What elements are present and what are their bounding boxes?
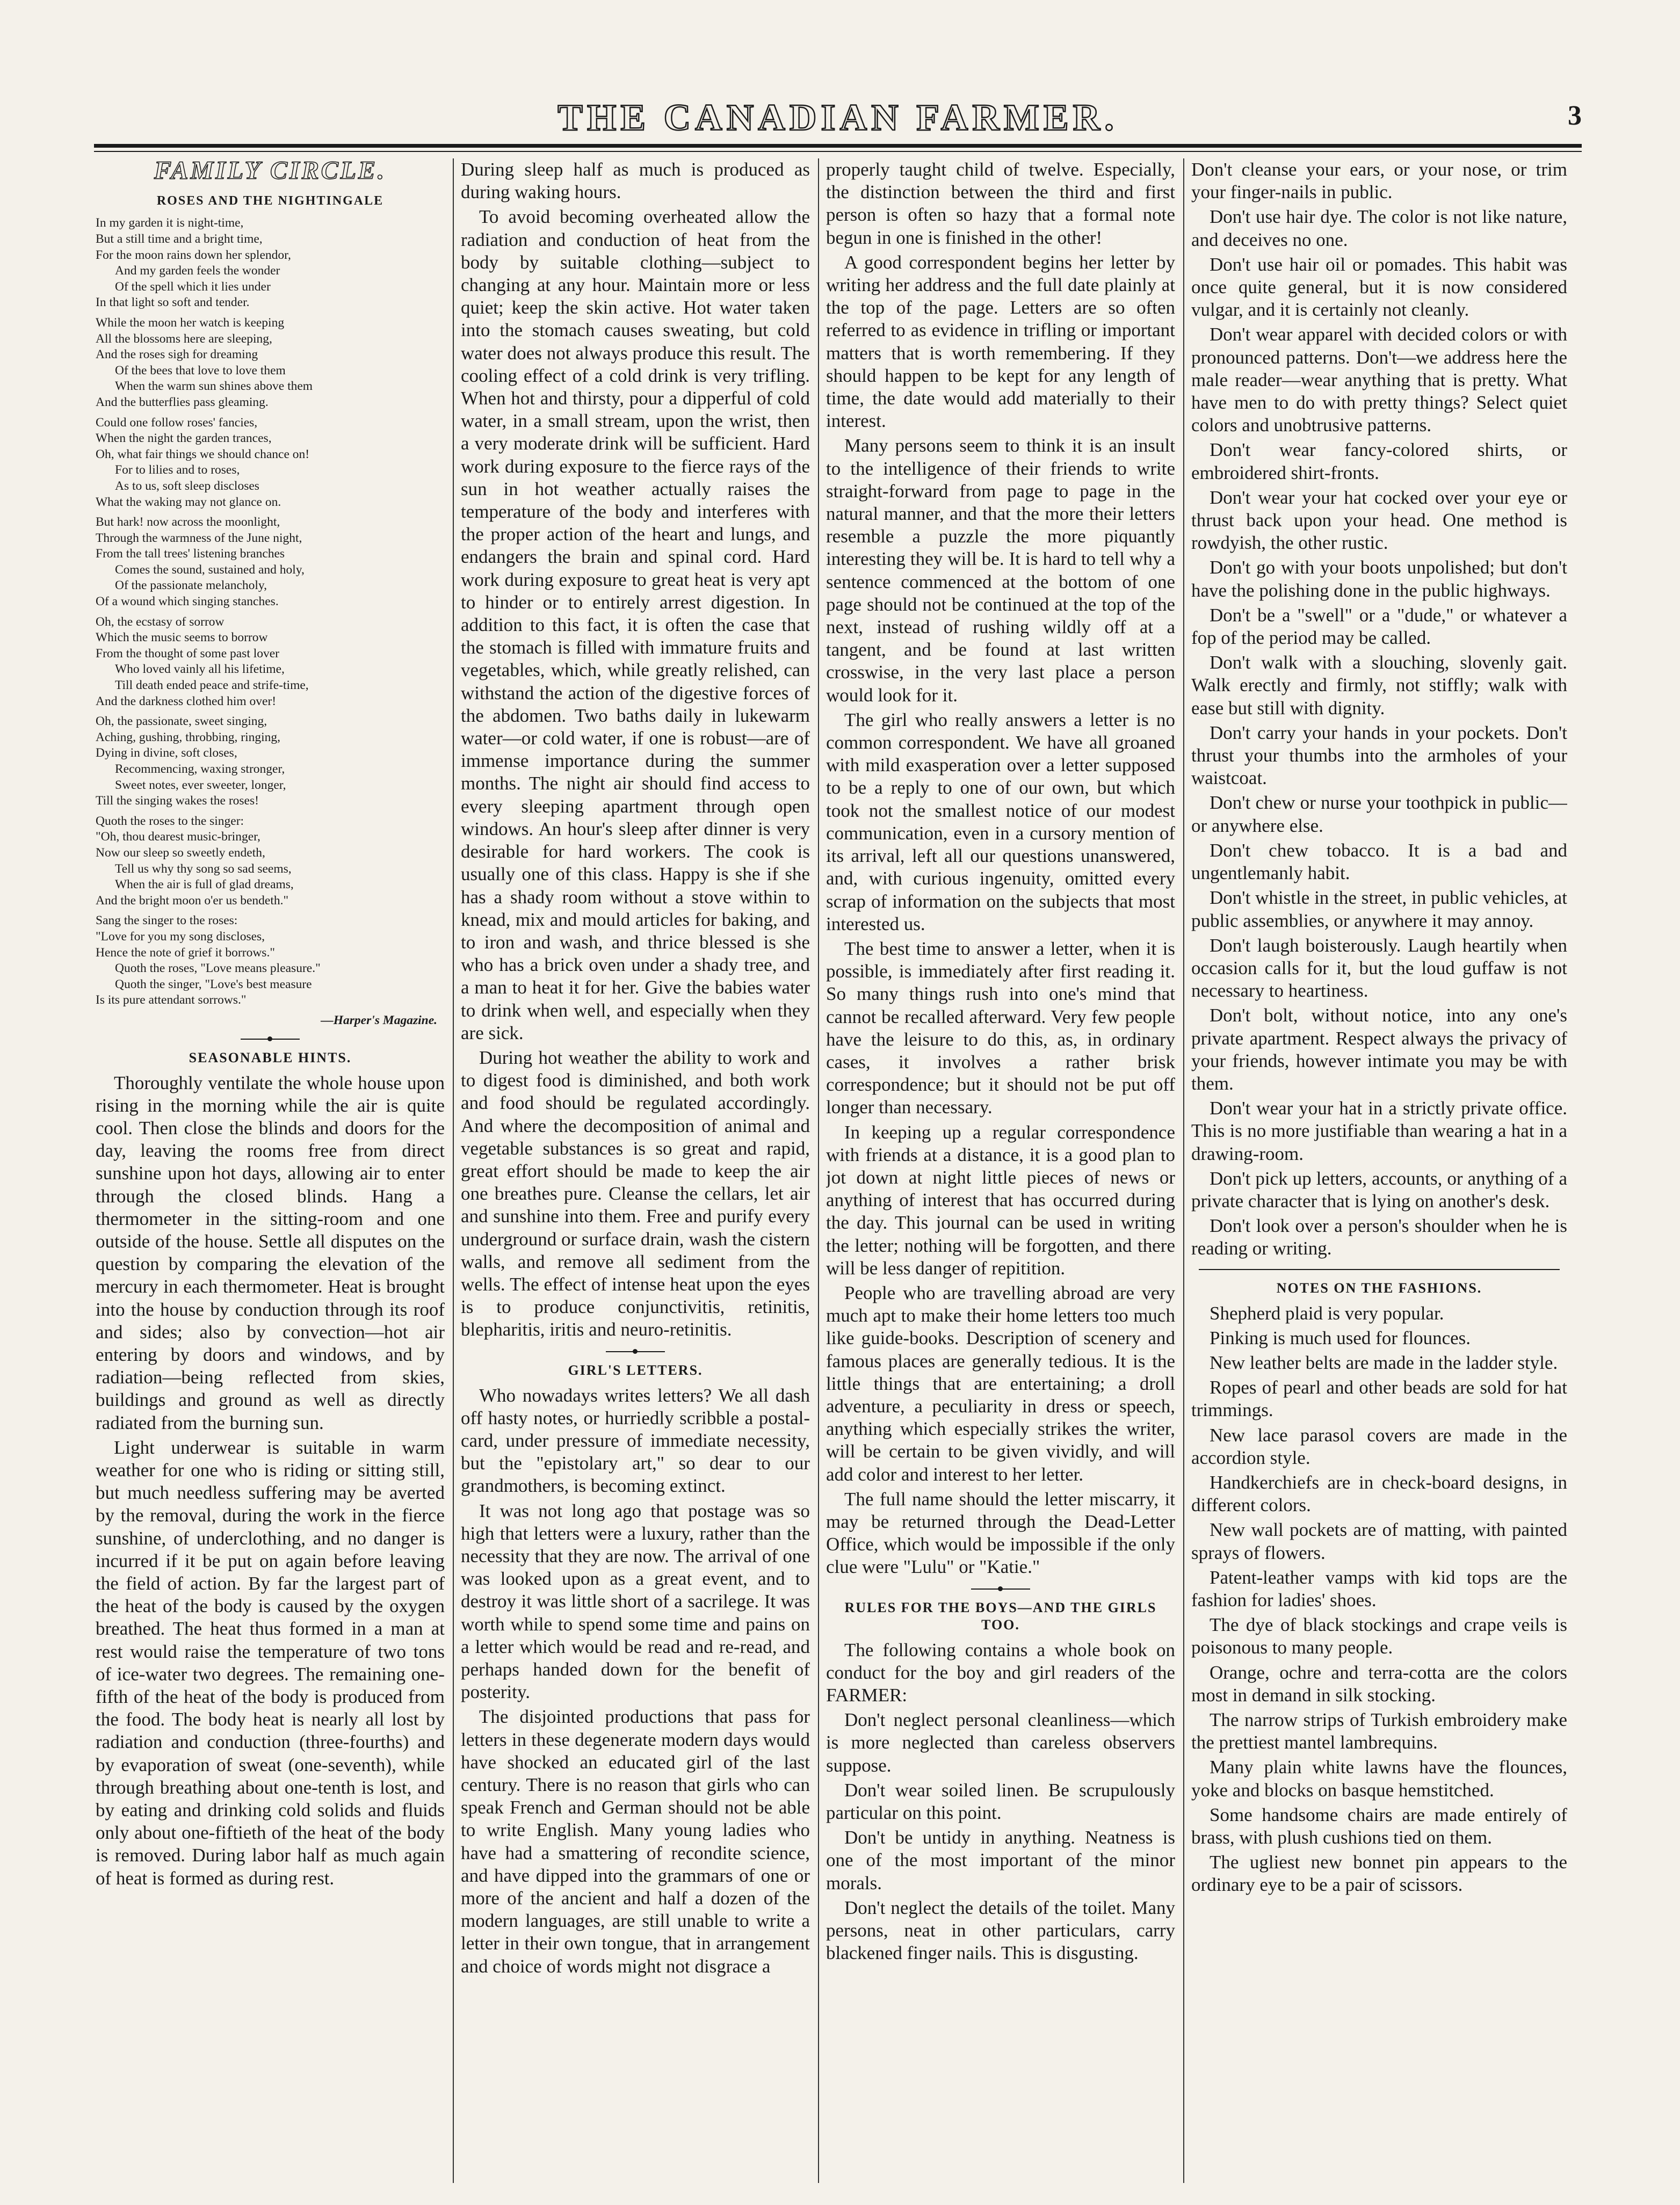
poem-line: Of the bees that love to love them <box>115 363 286 378</box>
poem-line: Dying in divine, soft closes, <box>96 746 237 760</box>
paragraph: Don't carry your hands in your pockets. Don't thrust your thumbs into the armholes of your waistcoat. <box>1191 722 1567 789</box>
poem-line: In my garden it is night-time, <box>96 216 244 230</box>
section-divider <box>971 1589 1030 1590</box>
article-body <box>1191 1302 1567 1897</box>
paragraph: Don't whistle in the street, in public vehicles, at public assemblies, or anywhere it may annoy. <box>1191 887 1567 931</box>
paragraph: Don't bolt, without notice, into any one's private apartment. Respect always the privacy of your friends, however intimate you may be with them. <box>1191 1005 1567 1094</box>
article-body <box>461 1384 810 1978</box>
paragraph: New lace parasol covers are made in the accordion style. <box>1191 1424 1567 1468</box>
paragraph: Pinking is much used for flounces. <box>1210 1327 1471 1348</box>
poem-stanza <box>96 814 445 909</box>
poem-line: "Love for you my song discloses, <box>96 929 265 944</box>
article-heading: GIRL'S LETTERS. <box>568 1362 703 1378</box>
article-body <box>826 158 1175 1579</box>
column-divider <box>453 158 454 2183</box>
paragraph: Shepherd plaid is very popular. <box>1210 1302 1444 1324</box>
paragraph: Many persons seem to think it is an insult to the intelligence of their friends to write straight-forward from page to page in the natural manner, and that the more their letters resemble a puzzle the more piquantly interesting they will be. It is hard to tell why a sentence commenced at the bottom of one page should not be continued at the top of the next, instead of rushing wildly off at a tangent, and be found at last written crosswise, in the very last place a person would look for it. <box>826 435 1175 706</box>
column-divider <box>1183 158 1184 2183</box>
paragraph: A good correspondent begins her letter by writing her address and the full date plainly at the top of the page. Letters are so often referred to as evidence in trifling or important matters that is worth remembering. If they should happen to be kept for any length of time, the date would add materially to their interest. <box>826 251 1175 432</box>
paragraph: Don't wear soiled linen. Be scrupulously particular on this point. <box>826 1779 1175 1824</box>
paragraph: Don't be untidy in anything. Neatness is one of the most important of the minor morals. <box>826 1827 1175 1894</box>
paragraph: The dye of black stockings and crape veils is poisonous to many people. <box>1191 1614 1567 1658</box>
column-3 <box>826 158 1175 2183</box>
section-divider <box>606 1351 665 1352</box>
poem-stanza <box>96 215 445 311</box>
poem-line: Sang the singer to the roses: <box>96 913 238 928</box>
poem-title: ROSES AND THE NIGHTINGALE <box>156 194 384 208</box>
column-1 <box>96 158 445 2183</box>
paragraph: Orange, ochre and terra-cotta are the colors most in demand in silk stocking. <box>1191 1662 1567 1706</box>
poem-stanza <box>96 714 445 809</box>
poem-line: Till the singing wakes the roses! <box>96 794 259 808</box>
section-title: FAMILY CIRCLE. <box>154 158 387 185</box>
poem-line: Sweet notes, ever sweeter, longer, <box>115 778 286 792</box>
paragraph: Don't wear fancy-colored shirts, or embroidered shirt-fronts. <box>1191 439 1567 483</box>
poem-line: Of a wound which singing stanches. <box>96 594 279 609</box>
poem-stanza <box>96 614 445 710</box>
poem-line: As to us, soft sleep discloses <box>115 478 259 493</box>
column-divider <box>818 158 819 2183</box>
poem-line: Hence the note of grief it borrows." <box>96 945 275 960</box>
paragraph: Don't look over a person's shoulder when he is reading or writing. <box>1191 1215 1567 1259</box>
poem-line: And the butterflies pass gleaming. <box>96 395 269 409</box>
poem-line: And the bright moon o'er us bendeth." <box>96 893 289 908</box>
poem-line: Recommencing, waxing stronger, <box>115 762 285 776</box>
masthead <box>94 97 1582 145</box>
paragraph: Don't use hair dye. The color is not like nature, and deceives no one. <box>1191 206 1567 250</box>
paragraph: Don't wear apparel with decided colors or with pronounced patterns. Don't—we address here the male reader—wear anything that is pretty. What have men to do with pretty things? Select quiet colors and unobtrusive patterns. <box>1191 324 1567 436</box>
paragraph: Thoroughly ventilate the whole house upon rising in the morning while the air is quite cool. Then close the blinds and doors for the day, leaving the rooms free from direct sunshine upon hot days, allowing air to enter through the closed blinds. Hang a thermometer in the sitting-room and one outside of the house. Settle all disputes on the question by comparing the elevation of the mercury in each thermometer. Heat is brought into the house by conduction through its roof and sides; also by convection—hot air entering by doors and windows, and by radiation—being reflected from skies, buildings and ground as well as directly radiated from the burning sun. <box>96 1072 445 1433</box>
poem-line: But hark! now across the moonlight, <box>96 515 280 530</box>
paragraph: During hot weather the ability to work and to digest food is diminished, and both work and food should be regulated accordingly. And where the decomposition of animal and vegetable substances is so great and rapid, great effort should be made to keep the air one breathes pure. Cleanse the cellars, let air and sunshine into them. Free and purify every underground or surface drain, wash the cistern walls, and remove all sediment from the wells. The effect of intense heat upon the eyes is to produce conjunctivitis, retinitis, blepharitis, iritis and neuro-retinitis. <box>461 1047 810 1340</box>
column-2 <box>461 158 810 2183</box>
article-heading: NOTES ON THE FASHIONS. <box>1276 1280 1482 1296</box>
paragraph: Don't walk with a slouching, slovenly gait. Walk erectly and firmly, not stiffly; walk with ease but still with dignity. <box>1191 652 1567 719</box>
poem-line: But a still time and a bright time, <box>96 232 263 246</box>
article-body <box>96 1072 445 1890</box>
poem-line: When the warm sun shines above them <box>115 379 313 394</box>
section-divider <box>241 1039 300 1040</box>
paragraph: properly taught child of twelve. Especially, the distinction between the third and first person is often so hazy that a formal note begun in one is finished in the other! <box>826 159 1175 248</box>
poem-line: "Oh, thou dearest music-bringer, <box>96 830 260 844</box>
poem-line: What the waking may not glance on. <box>96 495 281 509</box>
paragraph: Don't use hair oil or pomades. This habit was once quite general, but it is now considered vulgar, and it is certainly not cleanly. <box>1191 253 1567 321</box>
poem-line: Is its pure attendant sorrows." <box>96 993 247 1007</box>
poem-line: And my garden feels the wonder <box>115 264 280 278</box>
poem-line: In that light so soft and tender. <box>96 295 250 310</box>
column-4 <box>1191 158 1567 2183</box>
paragraph: Don't pick up letters, accounts, or anything of a private character that is lying on another's desk. <box>1191 1167 1567 1212</box>
paragraph: Light underwear is suitable in warm weather for one who is riding or sitting still, but much needless suffering may be averted by the removal, during the work in the fierce sunshine, of underclothing, and no danger is incurred if it be put on again before leaving the field of action. By far the largest part of the heat of the body is caused by the oxygen breathed. The heat thus formed in a man at rest would raise the temperature of two tons of ice-water two degrees. The remaining one-fifth of the heat of the body is produced from the food. The body heat is nearly all lost by radiation and conduction (three-fourths) and by evaporation of sweat (one-seventh), while through breathing about one-tenth is lost, and by eating and drinking cold solids and fluids only about one-fiftieth of the heat of the body is removed. During labor half as much again of heat is formed as during rest. <box>96 1437 445 1889</box>
paragraph: Ropes of pearl and other beads are sold for hat trimmings. <box>1191 1377 1567 1421</box>
poem-line: Now our sleep so sweetly endeth, <box>96 845 265 860</box>
poem-line: For to lilies and to roses, <box>115 463 240 477</box>
paragraph: The girl who really answers a letter is no common correspondent. We have all groaned with mild exasperation over a letter supposed to be a reply to one of our own, but which took not the smallest notice of our modest communication, even in a cursory mention of its arrival, left all our questions unanswered, and, with curious ingenuity, omitted every scrap of information on the subjects that most interested us. <box>826 709 1175 934</box>
paragraph: The following contains a whole book on conduct for the boy and girl readers of the FARMER: <box>826 1639 1175 1706</box>
article-body <box>461 158 810 1341</box>
paragraph: People who are travelling abroad are very much apt to make their home letters too much like guide-books. Description of scenery and famous places are generally tedious. It is the little things that are entertaining; a droll adventure, a peculiarity in dress or speech, anything which especially strikes the writer, will be certain to be given vividly, and will add color and interest to her letter. <box>826 1282 1175 1485</box>
paragraph: New leather belts are made in the ladder style. <box>1210 1352 1558 1373</box>
section-divider <box>1199 1269 1560 1270</box>
paragraph: The best time to answer a letter, when it is possible, is immediately after first reading it. So many things rush into one's mind that cannot be recalled afterward. Very few people have the leisure to do this, as, in ordinary cases, it involves a rather brisk correspondence; but it should not be put off longer than necessary. <box>826 938 1175 1118</box>
paragraph: In keeping up a regular correspondence with friends at a distance, it is a good plan to jot down at night little pieces of news or anything of interest that has occurred during the day. This journal can be used in writing the letter; nothing will be forgotten, and there will be less danger of repitition. <box>826 1121 1175 1279</box>
poem-line: Comes the sound, sustained and holy, <box>115 562 305 577</box>
paragraph: Who nowadays writes letters? We all dash off hasty notes, or hurriedly scribble a postal-card, under pressure of immediate necessity, but the "epistolary art," so dear to our grandmothers, is becoming extinct. <box>461 1384 810 1497</box>
article-heading: SEASONABLE HINTS. <box>189 1049 352 1065</box>
paragraph: Don't neglect personal cleanliness—which is more neglected than careless observers suppose. <box>826 1709 1175 1776</box>
poem-line: And the roses sigh for dreaming <box>96 347 258 362</box>
poem-line: And the darkness clothed him over! <box>96 694 277 708</box>
poem-line: Of the passionate melancholy, <box>115 578 267 593</box>
poem-stanza <box>96 514 445 610</box>
paragraph: Many plain white lawns have the flounces, yoke and blocks on basque hemstitched. <box>1191 1757 1567 1801</box>
poem-line: From the thought of some past lover <box>96 646 280 661</box>
poem-line: Quoth the roses, "Love means pleasure." <box>115 961 321 976</box>
poem-line: Oh, what fair things we should chance on! <box>96 447 310 461</box>
poem-line: When the air is full of glad dreams, <box>115 877 294 892</box>
paragraph: Don't chew tobacco. It is a bad and ungentlemanly habit. <box>1191 839 1567 884</box>
poem-line: For the moon rains down her splendor, <box>96 248 291 262</box>
poem-line: From the tall trees' listening branches <box>96 547 285 561</box>
paragraph: Some handsome chairs are made entirely of brass, with plush cushions tied on them. <box>1191 1804 1567 1848</box>
poem-stanza <box>96 415 445 511</box>
poem-line: Who loved vainly all his lifetime, <box>115 662 285 677</box>
poem-line: All the blossoms here are sleeping, <box>96 331 272 346</box>
poem <box>96 215 445 1009</box>
poem-line: Could one follow roses' fancies, <box>96 415 258 430</box>
article-heading: RULES FOR THE BOYS—AND THE GIRLS TOO. <box>844 1599 1157 1633</box>
poem-line: Which the music seems to borrow <box>96 630 268 645</box>
poem-line: Through the warmness of the June night, <box>96 531 302 545</box>
newspaper-title: THE CANADIAN FARMER. <box>557 97 1118 139</box>
masthead-rule-thin <box>94 151 1582 152</box>
poem-line: Aching, gushing, throbbing, ringing, <box>96 730 280 744</box>
poem-line: When the night the garden trances, <box>96 431 272 446</box>
paragraph: The disjointed productions that pass for letters in these degenerate modern days would have shocked an educated girl of the last century. There is no reason that girls who can speak French and German should not be able to write English. Many young ladies who have had a smattering of recondite science, and have dipped into the grammars of one or more of the ancient and half a dozen of the modern languages, are still unable to write a letter in their own tongue, that in arrangement and choice of words might not disgrace a <box>461 1706 810 1977</box>
paragraph: It was not long ago that postage was so high that letters were a luxury, rather than the necessity that they are now. The arrival of one was looked upon as a great event, and to destroy it was little short of a sacrilege. It was worth while to spend some time and pains on a letter which would be read and re-read, and perhaps handed down for the benefit of posterity. <box>461 1500 810 1703</box>
poem-stanza <box>96 315 445 411</box>
paragraph: Don't go with your boots unpolished; but don't have the polishing done in the public highways. <box>1191 557 1567 601</box>
paragraph: Don't chew or nurse your toothpick in public—or anywhere else. <box>1191 792 1567 836</box>
poem-line: Quoth the roses to the singer: <box>96 814 244 828</box>
paragraph: Don't neglect the details of the toilet. Many persons, neat in other particulars, carry blackened finger nails. This is disgusting. <box>826 1897 1175 1964</box>
paragraph: Don't laugh boisterously. Laugh heartily when occasion calls for it, but the loud guffaw is not necessary to heartiness. <box>1191 934 1567 1002</box>
paragraph: Don't wear your hat cocked over your eye or thrust back upon your head. One method is rowdyish, the other rustic. <box>1191 487 1567 554</box>
paragraph: Don't wear your hat in a strictly private office. This is no more justifiable than wearing a hat in a drawing-room. <box>1191 1098 1567 1164</box>
poem-line: Of the spell which it lies under <box>115 279 271 294</box>
poem-line: Tell us why thy song so sad seems, <box>115 861 292 876</box>
paragraph: New wall pockets are of matting, with painted sprays of flowers. <box>1191 1519 1567 1563</box>
paragraph: The narrow strips of Turkish embroidery make the prettiest mantel lambrequins. <box>1191 1709 1567 1753</box>
paragraph: Don't be a "swell" or a "dude," or whatever a fop of the period may be called. <box>1191 604 1567 649</box>
poem-line: Till death ended peace and strife-time, <box>115 678 309 693</box>
masthead-rule <box>94 144 1582 148</box>
article-body <box>826 1639 1175 1965</box>
poem-line: Quoth the singer, "Love's best measure <box>115 977 312 991</box>
page-number: 3 <box>1568 100 1582 131</box>
paragraph: Handkerchiefs are in check-board designs, in different colors. <box>1191 1471 1567 1516</box>
poem-credit: —Harper's Magazine. <box>321 1013 437 1027</box>
paragraph: Patent-leather vamps with kid tops are the fashion for ladies' shoes. <box>1191 1566 1567 1611</box>
paragraph: The full name should the letter miscarry, it may be returned through the Dead-Letter Office, which would be impossible if the only clue were "Lulu" or "Katie." <box>826 1488 1175 1578</box>
poem-stanza <box>96 913 445 1009</box>
poem-line: Oh, the ecstasy of sorrow <box>96 614 225 629</box>
paragraph: The ugliest new bonnet pin appears to the ordinary eye to be a pair of scissors. <box>1191 1852 1567 1896</box>
paragraph: Don't cleanse your ears, or your nose, or trim your finger-nails in public. <box>1191 159 1567 203</box>
poem-line: While the moon her watch is keeping <box>96 315 285 330</box>
paragraph: During sleep half as much is produced as during waking hours. <box>461 159 810 203</box>
poem-line: Oh, the passionate, sweet singing, <box>96 714 267 729</box>
article-body <box>1191 158 1567 1260</box>
paragraph: To avoid becoming overheated allow the radiation and conduction of heat from the body by suitable clothing—subject to changing at any hour. Maintain more or less quiet; keep the skin active. Hot water taken into the stomach causes sweating, but cold water does not always produce this result. The cooling effect of a cold drink is very trifling. When hot and thirsty, pour a dipperful of cold water, in a small stream, upon the wrist, then a very moderate drink will be sufficient. Hard work during exposure to the fierce rays of the sun in hot weather actually raises the temperature of the body and interferes with the proper action of the heart and lungs, and endangers the brain and spinal cord. Hard work during exposure to great heat is very apt to hinder or to entirely arrest digestion. In addition to this fact, it is often the case that the stomach is filled with immature fruits and vegetables, which, while greatly relished, can withstand the action of the digestive forces of the abdomen. Two baths daily in lukewarm water—or cold water, if one is robust—are of immense importance during the summer months. The night air should find access to every sleeping apartment through open windows. An hour's sleep after dinner is very desirable for hard workers. The cook is usually one of this class. Happy is she if she has a shady room without a stove within to knead, mix and mould articles for baking, and to iron and wash, and thrice blessed is she who has a brick oven under a shady tree, and a man to heat it for her. Give the babies water to drink when well, and especially when they are sick. <box>461 206 810 1043</box>
